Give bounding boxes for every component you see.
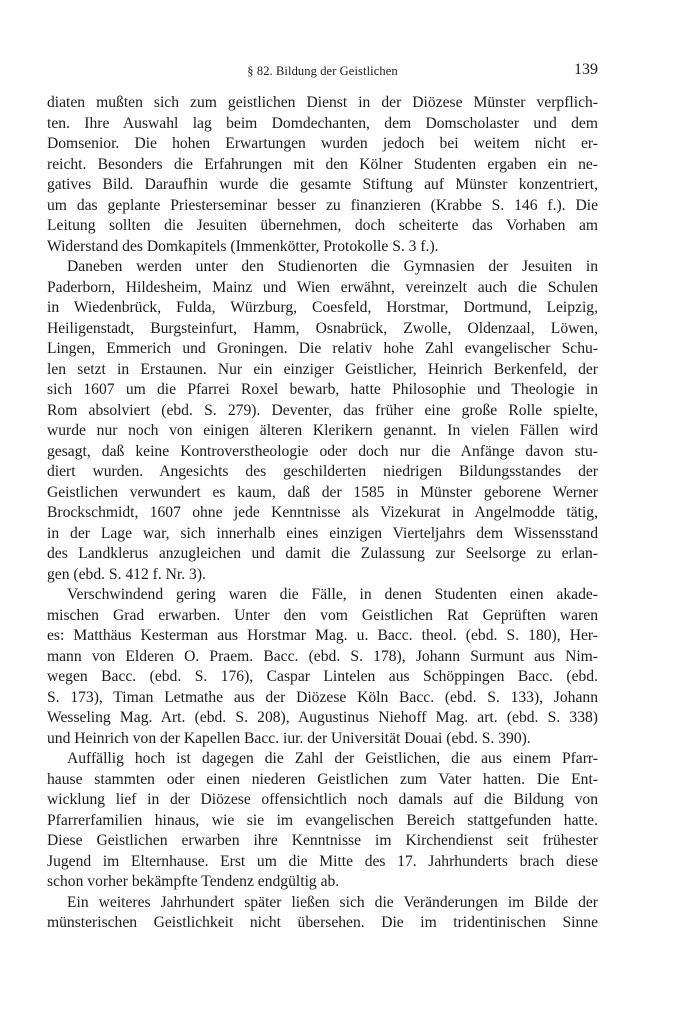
- text-line: Heiligenstadt, Burgsteinfurt, Hamm, Osnabrück, Zwolle, Oldenzaal, Löwen,: [47, 319, 598, 337]
- text-line: münsterischen Geistlichkeit nicht übersehen. Die im tridentinischen Sinne: [47, 914, 598, 931]
- text-line: diaten mußten sich zum geistlichen Dienst in der Diözese Münster verpflich-: [47, 94, 598, 111]
- running-title: § 82. Bildung der Geistlichen: [247, 64, 398, 78]
- text-line: Brockschmidt, 1607 ohne jede Kenntnisse als Vizekurat in Angelmodde tätig,: [47, 504, 598, 521]
- paragraph: [47, 749, 598, 893]
- page-number: 139: [574, 61, 598, 78]
- text-line: wegen Bacc. (ebd. S. 176), Caspar Lintelen aus Schöppingen Bacc. (ebd.: [47, 668, 598, 685]
- text-line: Rom absolviert (ebd. S. 279). Deventer, das früher eine große Rolle spielte,: [47, 401, 598, 419]
- text-line: und Heinrich von der Kapellen Bacc. iur. der Universität Douai (ebd. S. 390).: [47, 729, 531, 747]
- text-line: in Wiedenbrück, Fulda, Würzburg, Coesfeld, Horstmar, Dortmund, Leipzig,: [47, 299, 598, 316]
- paragraph: [47, 893, 598, 934]
- text-line: gatives Bild. Daraufhin wurde die gesamte Stiftung auf Münster konzentriert,: [47, 176, 598, 193]
- text-line: in der Lage war, sich innerhalb eines einzigen Vierteljahrs dem Wissensstand: [47, 524, 598, 542]
- text-line: wurde nur noch von einigen älteren Klerikern genannt. In vielen Fällen wird: [47, 422, 598, 439]
- body-text: [47, 93, 598, 934]
- text-line: mischen Grad erwarben. Unter den vom Geistlichen Rat Geprüften waren: [47, 606, 598, 624]
- text-line: ten. Ihre Auswahl lag beim Domdechanten, dem Domscholaster und dem: [47, 114, 598, 132]
- text-line: mann von Elderen O. Praem. Bacc. (ebd. S. 178), Johann Surmunt aus Nim-: [47, 647, 598, 665]
- text-line: Ein weiteres Jahrhundert später ließen sich die Veränderungen im Bilde der: [67, 893, 598, 911]
- text-line: Leitung sollten die Jesuiten übernehmen, doch scheiterte das Vorhaben am: [47, 217, 598, 234]
- text-line: Daneben werden unter den Studienorten die Gymnasien der Jesuiten in: [67, 258, 598, 275]
- text-line: wicklung lief in der Diözese offensichtlich noch damals auf die Bildung von: [47, 791, 598, 808]
- text-line: des Landklerus anzugleichen und damit die Zulassung zur Seelsorge zu erlan-: [47, 545, 598, 562]
- text-line: Wesseling Mag. Art. (ebd. S. 208), Augustinus Niehoff Mag. art. (ebd. S. 338): [47, 709, 598, 726]
- text-line: Pfarrerfamilien hinaus, wie sie im evangelischen Bereich stattgefunden hatte.: [47, 811, 598, 829]
- text-line: Domsenior. Die hohen Erwartungen wurden jedoch bei weitem nicht er-: [47, 135, 598, 152]
- text-line: gesagt, daß keine Kontroverstheologie oder doch nur die Anfänge davon stu-: [47, 442, 598, 460]
- text-line: schon vorher bekämpfte Tendenz endgültig ab.: [47, 873, 340, 890]
- text-line: reicht. Besonders die Erfahrungen mit den Kölner Studenten ergaben ein ne-: [47, 155, 598, 173]
- text-line: es: Matthäus Kesterman aus Horstmar Mag. u. Bacc. theol. (ebd. S. 180), Her-: [47, 627, 598, 644]
- text-line: um das geplante Priesterseminar besser zu finanzieren (Krabbe S. 146 f.). Die: [47, 196, 598, 214]
- text-line: Verschwindend gering waren die Fälle, in denen Studenten einen akade-: [67, 586, 598, 603]
- text-line: Auffällig hoch ist dagegen die Zahl der Geistlichen, die aus einem Pfarr-: [67, 750, 598, 767]
- text-line: Lingen, Emmerich und Groningen. Die relativ hohe Zahl evangelischer Schu-: [47, 340, 598, 357]
- paragraph: [47, 257, 598, 585]
- text-line: Widerstand des Domkapitels (Immenkötter, Protokolle S. 3 f.).: [47, 237, 439, 255]
- text-line: diert wurden. Angesichts des geschilderten niedrigen Bildungsstandes der: [47, 463, 598, 480]
- text-line: S. 173), Timan Letmathe aus der Diözese Köln Bacc. (ebd. S. 133), Johann: [47, 688, 598, 706]
- paragraph: [47, 93, 598, 257]
- text-line: sich 1607 um die Pfarrei Roxel bewarb, hatte Philosophie und Theologie in: [47, 381, 598, 398]
- text-line: hause stammten oder einen niederen Geistlichen zum Vater hatten. Die Ent-: [47, 770, 598, 788]
- paragraph: [47, 585, 598, 749]
- text-line: Diese Geistlichen erwarben ihre Kenntnisse im Kirchendienst seit frühester: [47, 832, 598, 849]
- text-line: len setzt in Erstaunen. Nur ein einziger Geistlicher, Heinrich Berkenfeld, der: [47, 360, 598, 378]
- text-line: gen (ebd. S. 412 f. Nr. 3).: [47, 565, 206, 583]
- running-head: [47, 61, 598, 81]
- text-line: Paderborn, Hildesheim, Mainz und Wien erwähnt, vereinzelt auch die Schulen: [47, 278, 598, 296]
- text-line: Jugend im Elternhause. Erst um die Mitte des 17. Jahrhunderts brach diese: [47, 852, 598, 870]
- text-line: Geistlichen verwundert es kaum, daß der 1585 in Münster geborene Werner: [47, 483, 598, 501]
